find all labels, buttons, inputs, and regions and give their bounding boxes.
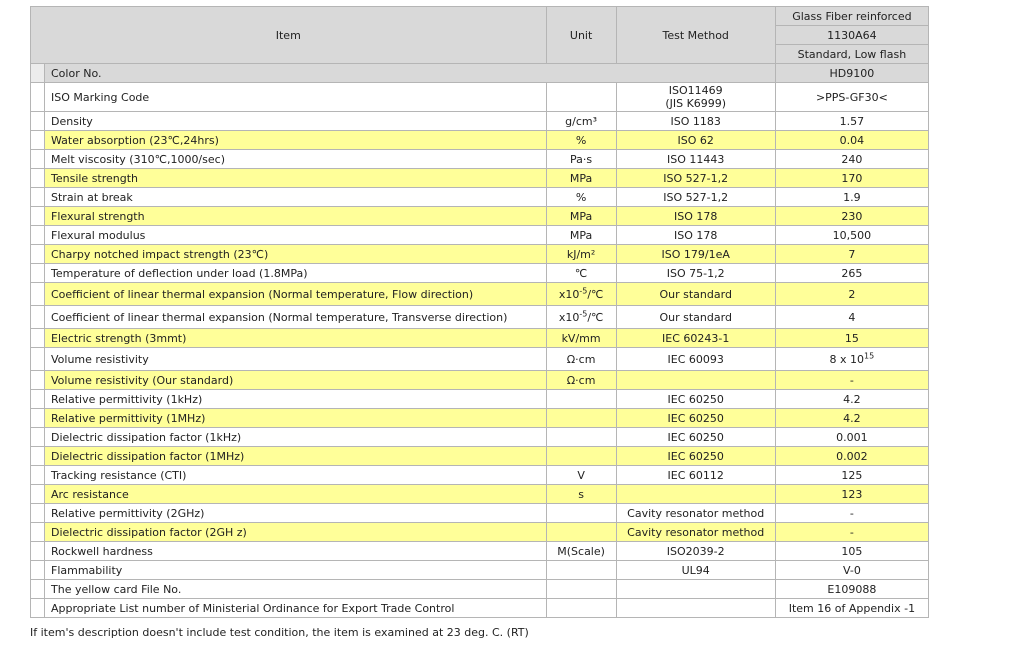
row-unit xyxy=(546,428,616,447)
row-value: 0.001 xyxy=(775,428,928,447)
row-test-method: ISO2039-2 xyxy=(616,542,775,561)
row-test-method: ISO 178 xyxy=(616,226,775,245)
row-unit: kV/mm xyxy=(546,329,616,348)
row-marker xyxy=(31,348,45,371)
row-value xyxy=(775,348,928,371)
row-marker xyxy=(31,447,45,466)
row-unit: MPa xyxy=(546,226,616,245)
row-item: Relative permittivity (1MHz) xyxy=(45,409,547,428)
row-test-method xyxy=(616,485,775,504)
row-test-method: ISO 11443 xyxy=(616,150,775,169)
row-value: E109088 xyxy=(775,580,928,599)
table-row xyxy=(31,83,929,112)
table-row xyxy=(31,485,929,504)
table-row xyxy=(31,348,929,371)
row-test-method xyxy=(616,371,775,390)
row-item: Relative permittivity (2GHz) xyxy=(45,504,547,523)
row-test-method: IEC 60250 xyxy=(616,447,775,466)
row-unit xyxy=(546,504,616,523)
row-item: Density xyxy=(45,112,547,131)
row-test-method: ISO 62 xyxy=(616,131,775,150)
row-test-method: UL94 xyxy=(616,561,775,580)
table-row xyxy=(31,207,929,226)
row-item: Arc resistance xyxy=(45,485,547,504)
row-unit: kJ/m² xyxy=(546,245,616,264)
header-grade-desc: Standard, Low flash xyxy=(775,45,928,64)
row-test-method: IEC 60250 xyxy=(616,428,775,447)
table-row xyxy=(31,542,929,561)
row-unit xyxy=(546,306,616,329)
row-value: 10,500 xyxy=(775,226,928,245)
row-item: Relative permittivity (1kHz) xyxy=(45,390,547,409)
row-unit xyxy=(546,561,616,580)
row-unit: MPa xyxy=(546,207,616,226)
table-row xyxy=(31,188,929,207)
row-unit: Pa·s xyxy=(546,150,616,169)
table-row xyxy=(31,599,929,618)
row-value: 123 xyxy=(775,485,928,504)
table-header xyxy=(31,7,929,64)
row-test-method: IEC 60250 xyxy=(616,390,775,409)
table-row xyxy=(31,329,929,348)
row-item: Dielectric dissipation factor (1MHz) xyxy=(45,447,547,466)
row-item: ISO Marking Code xyxy=(45,83,547,112)
row-unit: % xyxy=(546,188,616,207)
row-unit: Ω·cm xyxy=(546,371,616,390)
row-marker xyxy=(31,64,45,83)
row-marker xyxy=(31,226,45,245)
row-value: 7 xyxy=(775,245,928,264)
value-exponent: 15 xyxy=(864,350,875,360)
table-row xyxy=(31,150,929,169)
table-row xyxy=(31,264,929,283)
row-unit xyxy=(546,580,616,599)
row-item: Charpy notched impact strength (23℃) xyxy=(45,245,547,264)
row-item: Flexural modulus xyxy=(45,226,547,245)
unit-base: x10 xyxy=(558,310,580,324)
row-test-method xyxy=(616,599,775,618)
table-row xyxy=(31,169,929,188)
header-grade-title: Glass Fiber reinforced xyxy=(775,7,928,26)
row-test-method: Cavity resonator method xyxy=(616,504,775,523)
row-item: Flexural strength xyxy=(45,207,547,226)
row-unit xyxy=(546,390,616,409)
row-value: 265 xyxy=(775,264,928,283)
row-marker xyxy=(31,83,45,112)
row-item: Coefficient of linear thermal expansion (Normal temperature, Transverse direction) xyxy=(45,306,547,329)
row-item: Tracking resistance (CTI) xyxy=(45,466,547,485)
row-value: 240 xyxy=(775,150,928,169)
row-unit xyxy=(546,83,616,112)
row-item: Volume resistivity (Our standard) xyxy=(45,371,547,390)
row-marker xyxy=(31,371,45,390)
table-row xyxy=(31,447,929,466)
row-item: Coefficient of linear thermal expansion (Normal temperature, Flow direction) xyxy=(45,283,547,306)
row-value: 2 xyxy=(775,283,928,306)
table-row xyxy=(31,409,929,428)
row-item: Electric strength (3mmt) xyxy=(45,329,547,348)
table-row xyxy=(31,428,929,447)
row-marker xyxy=(31,264,45,283)
row-test-method: ISO 178 xyxy=(616,207,775,226)
row-item: Tensile strength xyxy=(45,169,547,188)
table-row xyxy=(31,245,929,264)
row-marker xyxy=(31,542,45,561)
table-row xyxy=(31,580,929,599)
row-marker xyxy=(31,283,45,306)
row-marker xyxy=(31,245,45,264)
row-value: 105 xyxy=(775,542,928,561)
row-unit xyxy=(546,283,616,306)
row-value: 170 xyxy=(775,169,928,188)
row-unit: MPa xyxy=(546,169,616,188)
header-test-method: Test Method xyxy=(616,7,775,64)
unit-exponent: -5 xyxy=(579,285,588,295)
row-item: Appropriate List number of Ministerial Ordinance for Export Trade Control xyxy=(45,599,547,618)
unit-suffix: /℃ xyxy=(587,310,604,324)
header-item: Item xyxy=(31,7,547,64)
row-value: Item 16 of Appendix -1 xyxy=(775,599,928,618)
row-value: 4 xyxy=(775,306,928,329)
row-value: 0.002 xyxy=(775,447,928,466)
row-marker xyxy=(31,207,45,226)
row-test-method: Our standard xyxy=(616,306,775,329)
row-item: Dielectric dissipation factor (1kHz) xyxy=(45,428,547,447)
row-value: 0.04 xyxy=(775,131,928,150)
table-row xyxy=(31,390,929,409)
color-row xyxy=(31,64,929,83)
row-unit xyxy=(546,599,616,618)
header-unit: Unit xyxy=(546,7,616,64)
row-test-method: Cavity resonator method xyxy=(616,523,775,542)
row-unit: Ω·cm xyxy=(546,348,616,371)
row-value: - xyxy=(775,371,928,390)
table-row xyxy=(31,523,929,542)
row-item: The yellow card File No. xyxy=(45,580,547,599)
footnote: If item's description doesn't include test condition, the item is examined at 23 deg. C. (RT) xyxy=(30,626,529,639)
row-value: 230 xyxy=(775,207,928,226)
row-value: 15 xyxy=(775,329,928,348)
row-test-method: ISO 527-1,2 xyxy=(616,169,775,188)
row-marker xyxy=(31,523,45,542)
row-value: 125 xyxy=(775,466,928,485)
row-marker xyxy=(31,306,45,329)
row-value: 1.57 xyxy=(775,112,928,131)
value-base: 8 x 10 xyxy=(829,352,865,366)
row-marker xyxy=(31,485,45,504)
row-value: - xyxy=(775,523,928,542)
row-marker xyxy=(31,188,45,207)
table-row xyxy=(31,112,929,131)
row-unit xyxy=(546,447,616,466)
row-test-method: IEC 60243-1 xyxy=(616,329,775,348)
row-marker xyxy=(31,169,45,188)
row-marker xyxy=(31,112,45,131)
row-marker xyxy=(31,428,45,447)
row-marker xyxy=(31,329,45,348)
table-row xyxy=(31,504,929,523)
row-item: Flammability xyxy=(45,561,547,580)
row-value: 4.2 xyxy=(775,390,928,409)
table-row xyxy=(31,306,929,329)
row-marker xyxy=(31,466,45,485)
row-marker xyxy=(31,409,45,428)
header-grade-code: 1130A64 xyxy=(775,26,928,45)
row-marker xyxy=(31,131,45,150)
row-test-method: ISO 75-1,2 xyxy=(616,264,775,283)
row-unit: % xyxy=(546,131,616,150)
row-marker xyxy=(31,150,45,169)
row-value: 4.2 xyxy=(775,409,928,428)
method-line-2: (JIS K6999) xyxy=(665,97,727,110)
color-label: Color No. xyxy=(45,64,776,83)
row-item: Temperature of deflection under load (1.8MPa) xyxy=(45,264,547,283)
row-item: Strain at break xyxy=(45,188,547,207)
row-test-method: ISO 179/1eA xyxy=(616,245,775,264)
row-unit: g/cm³ xyxy=(546,112,616,131)
row-item: Water absorption (23℃,24hrs) xyxy=(45,131,547,150)
row-value: V-0 xyxy=(775,561,928,580)
unit-exponent: -5 xyxy=(579,308,588,318)
row-marker xyxy=(31,599,45,618)
row-marker xyxy=(31,504,45,523)
row-item: Melt viscosity (310℃,1000/sec) xyxy=(45,150,547,169)
row-marker xyxy=(31,390,45,409)
row-test-method: ISO 1183 xyxy=(616,112,775,131)
unit-suffix: /℃ xyxy=(587,287,604,301)
table-row xyxy=(31,371,929,390)
row-item: Volume resistivity xyxy=(45,348,547,371)
table-row xyxy=(31,226,929,245)
row-test-method: IEC 60112 xyxy=(616,466,775,485)
row-unit: ℃ xyxy=(546,264,616,283)
table-row xyxy=(31,283,929,306)
row-value: - xyxy=(775,504,928,523)
row-test-method: ISO 527-1,2 xyxy=(616,188,775,207)
properties-table xyxy=(30,6,929,618)
table-body xyxy=(31,64,929,618)
row-unit xyxy=(546,409,616,428)
method-line-1: ISO11469 xyxy=(668,84,723,97)
table-row xyxy=(31,131,929,150)
color-value: HD9100 xyxy=(775,64,928,83)
row-unit: s xyxy=(546,485,616,504)
row-item: Rockwell hardness xyxy=(45,542,547,561)
row-unit: V xyxy=(546,466,616,485)
row-value: >PPS-GF30< xyxy=(775,83,928,112)
table-row xyxy=(31,561,929,580)
row-test-method xyxy=(616,580,775,599)
row-value: 1.9 xyxy=(775,188,928,207)
row-marker xyxy=(31,580,45,599)
row-test-method: IEC 60250 xyxy=(616,409,775,428)
row-test-method xyxy=(616,83,775,112)
row-unit xyxy=(546,523,616,542)
row-test-method: IEC 60093 xyxy=(616,348,775,371)
row-test-method: Our standard xyxy=(616,283,775,306)
table-row xyxy=(31,466,929,485)
unit-base: x10 xyxy=(558,287,580,301)
row-item: Dielectric dissipation factor (2GH z) xyxy=(45,523,547,542)
row-marker xyxy=(31,561,45,580)
row-unit: M(Scale) xyxy=(546,542,616,561)
